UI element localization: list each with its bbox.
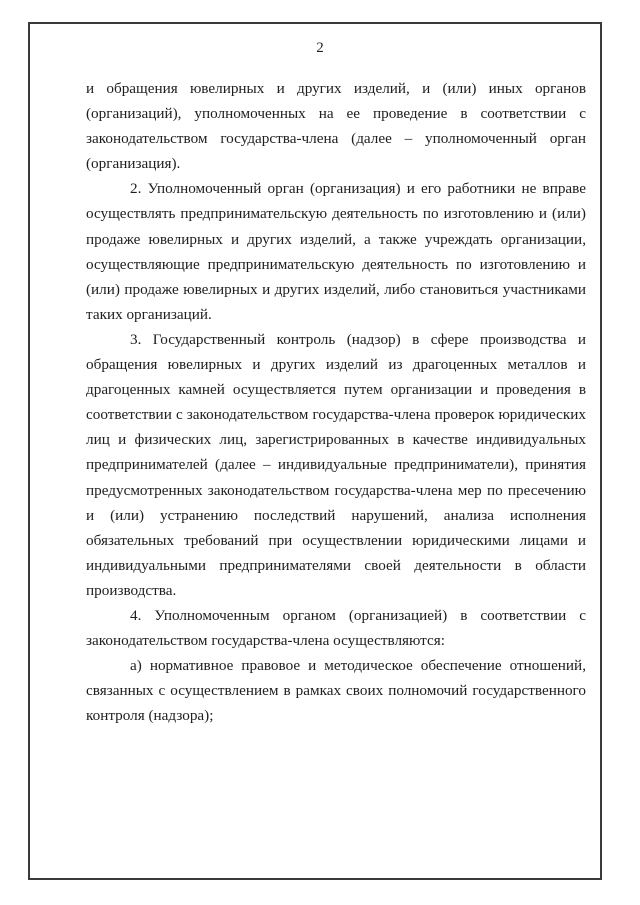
paragraph-item-4: 4. Уполномоченным органом (организацией) в соответствии с законодательством государства-члена осуществляются: xyxy=(86,606,586,650)
paragraph-item-2: 2. Уполномоченный орган (организация) и его работники не вправе осуществлять предпринимательскую деятельность по изготовлению и (или) продаже ювелирных и других изделий, а также учреждать организации, осуществляющие предпринимательскую деятельность по изготовлению и (или) продаже ювелирных и других изделий, либо становиться участниками таких организаций. xyxy=(86,180,586,323)
paragraph-item-3: 3. Государственный контроль (надзор) в сфере производства и обращения ювелирных и других изделий из драгоценных металлов и драгоценных камней осуществляется путем организации и проведения в соответствии с законодательством государства-члена проверок юридических лиц и физических лиц, зарегистрированных в качестве индивидуальных предпринимателей (далее – индивидуальные предприниматели), принятия предусмотренных законодательством государства-члена мер по пресечению и (или) устранению последствий нарушений, анализа исполнения обязательных требований при осуществлении юридическими лицами и индивидуальными предпринимателями своей деятельности в области производства. xyxy=(86,330,586,599)
document-body xyxy=(86,76,586,728)
paragraph-subitem-a: а) нормативное правовое и методическое обеспечение отношений, связанных с осуществлением в рамках своих полномочий государственного контроля (надзора); xyxy=(86,657,586,725)
paragraph-continuation: и обращения ювелирных и других изделий, и (или) иных органов (организаций), уполномоченных на ее проведение в соответствии с законодательством государства-члена (далее – уполномоченный орган (организация). xyxy=(86,80,586,173)
page-number: 2 xyxy=(316,40,324,56)
